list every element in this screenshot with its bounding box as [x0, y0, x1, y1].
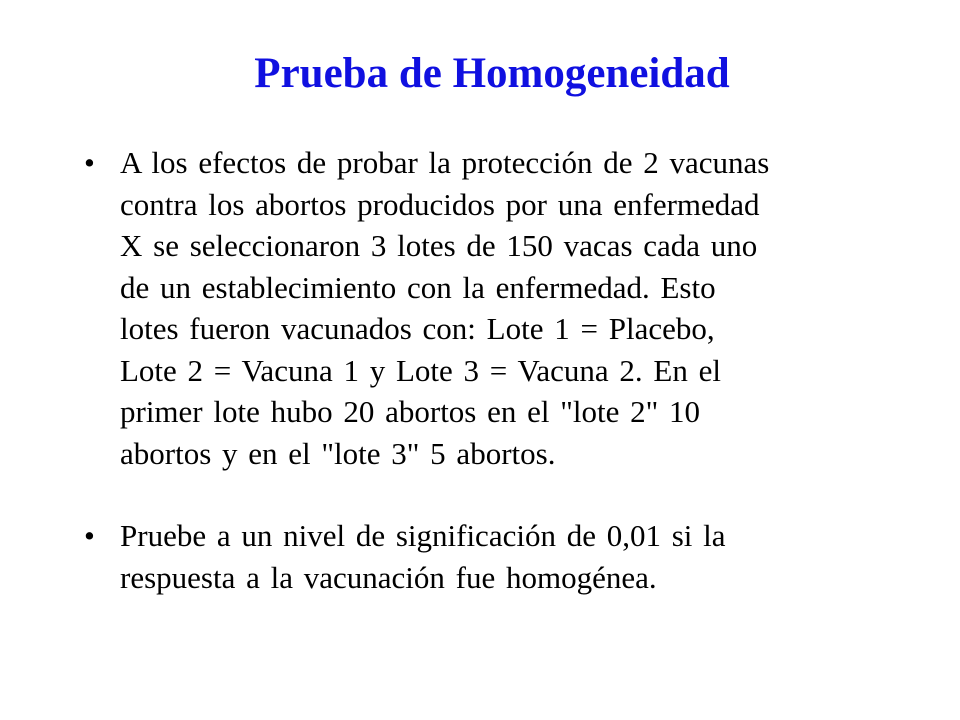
- bullet-icon: •: [84, 145, 95, 180]
- bullet-list: [84, 142, 884, 598]
- bullet-text-line: de un establecimiento con la enfermedad. Esto: [120, 269, 716, 305]
- bullet-icon: •: [84, 518, 95, 553]
- bullet-text-line: Lote 2 = Vacuna 1 y Lote 3 = Vacuna 2. En el: [120, 352, 721, 388]
- bullet-text-line: abortos y en el "lote 3" 5 abortos.: [120, 435, 556, 471]
- slide-title: Prueba de Homogeneidad: [254, 50, 730, 97]
- bullet-text-line: lotes fueron vacunados con: Lote 1 = Placebo,: [120, 311, 715, 346]
- bullet-item-problem-statement: [84, 142, 884, 474]
- bullet-text-line: respuesta a la vacunación fue homogénea.: [120, 559, 657, 595]
- bullet-text-line: primer lote hubo 20 abortos en el "lote 2" 10: [120, 394, 701, 429]
- bullet-text-line: A los efectos de probar la protección de 2 vacunas: [120, 145, 770, 180]
- bullet-item-task: [84, 515, 884, 598]
- bullet-text-line: X se seleccionaron 3 lotes de 150 vacas cada uno: [120, 228, 758, 263]
- bullet-text-line: contra los abortos producidos por una enfermedad: [120, 186, 760, 222]
- bullet-text-line: Pruebe a un nivel de significación de 0,01 si la: [120, 518, 726, 553]
